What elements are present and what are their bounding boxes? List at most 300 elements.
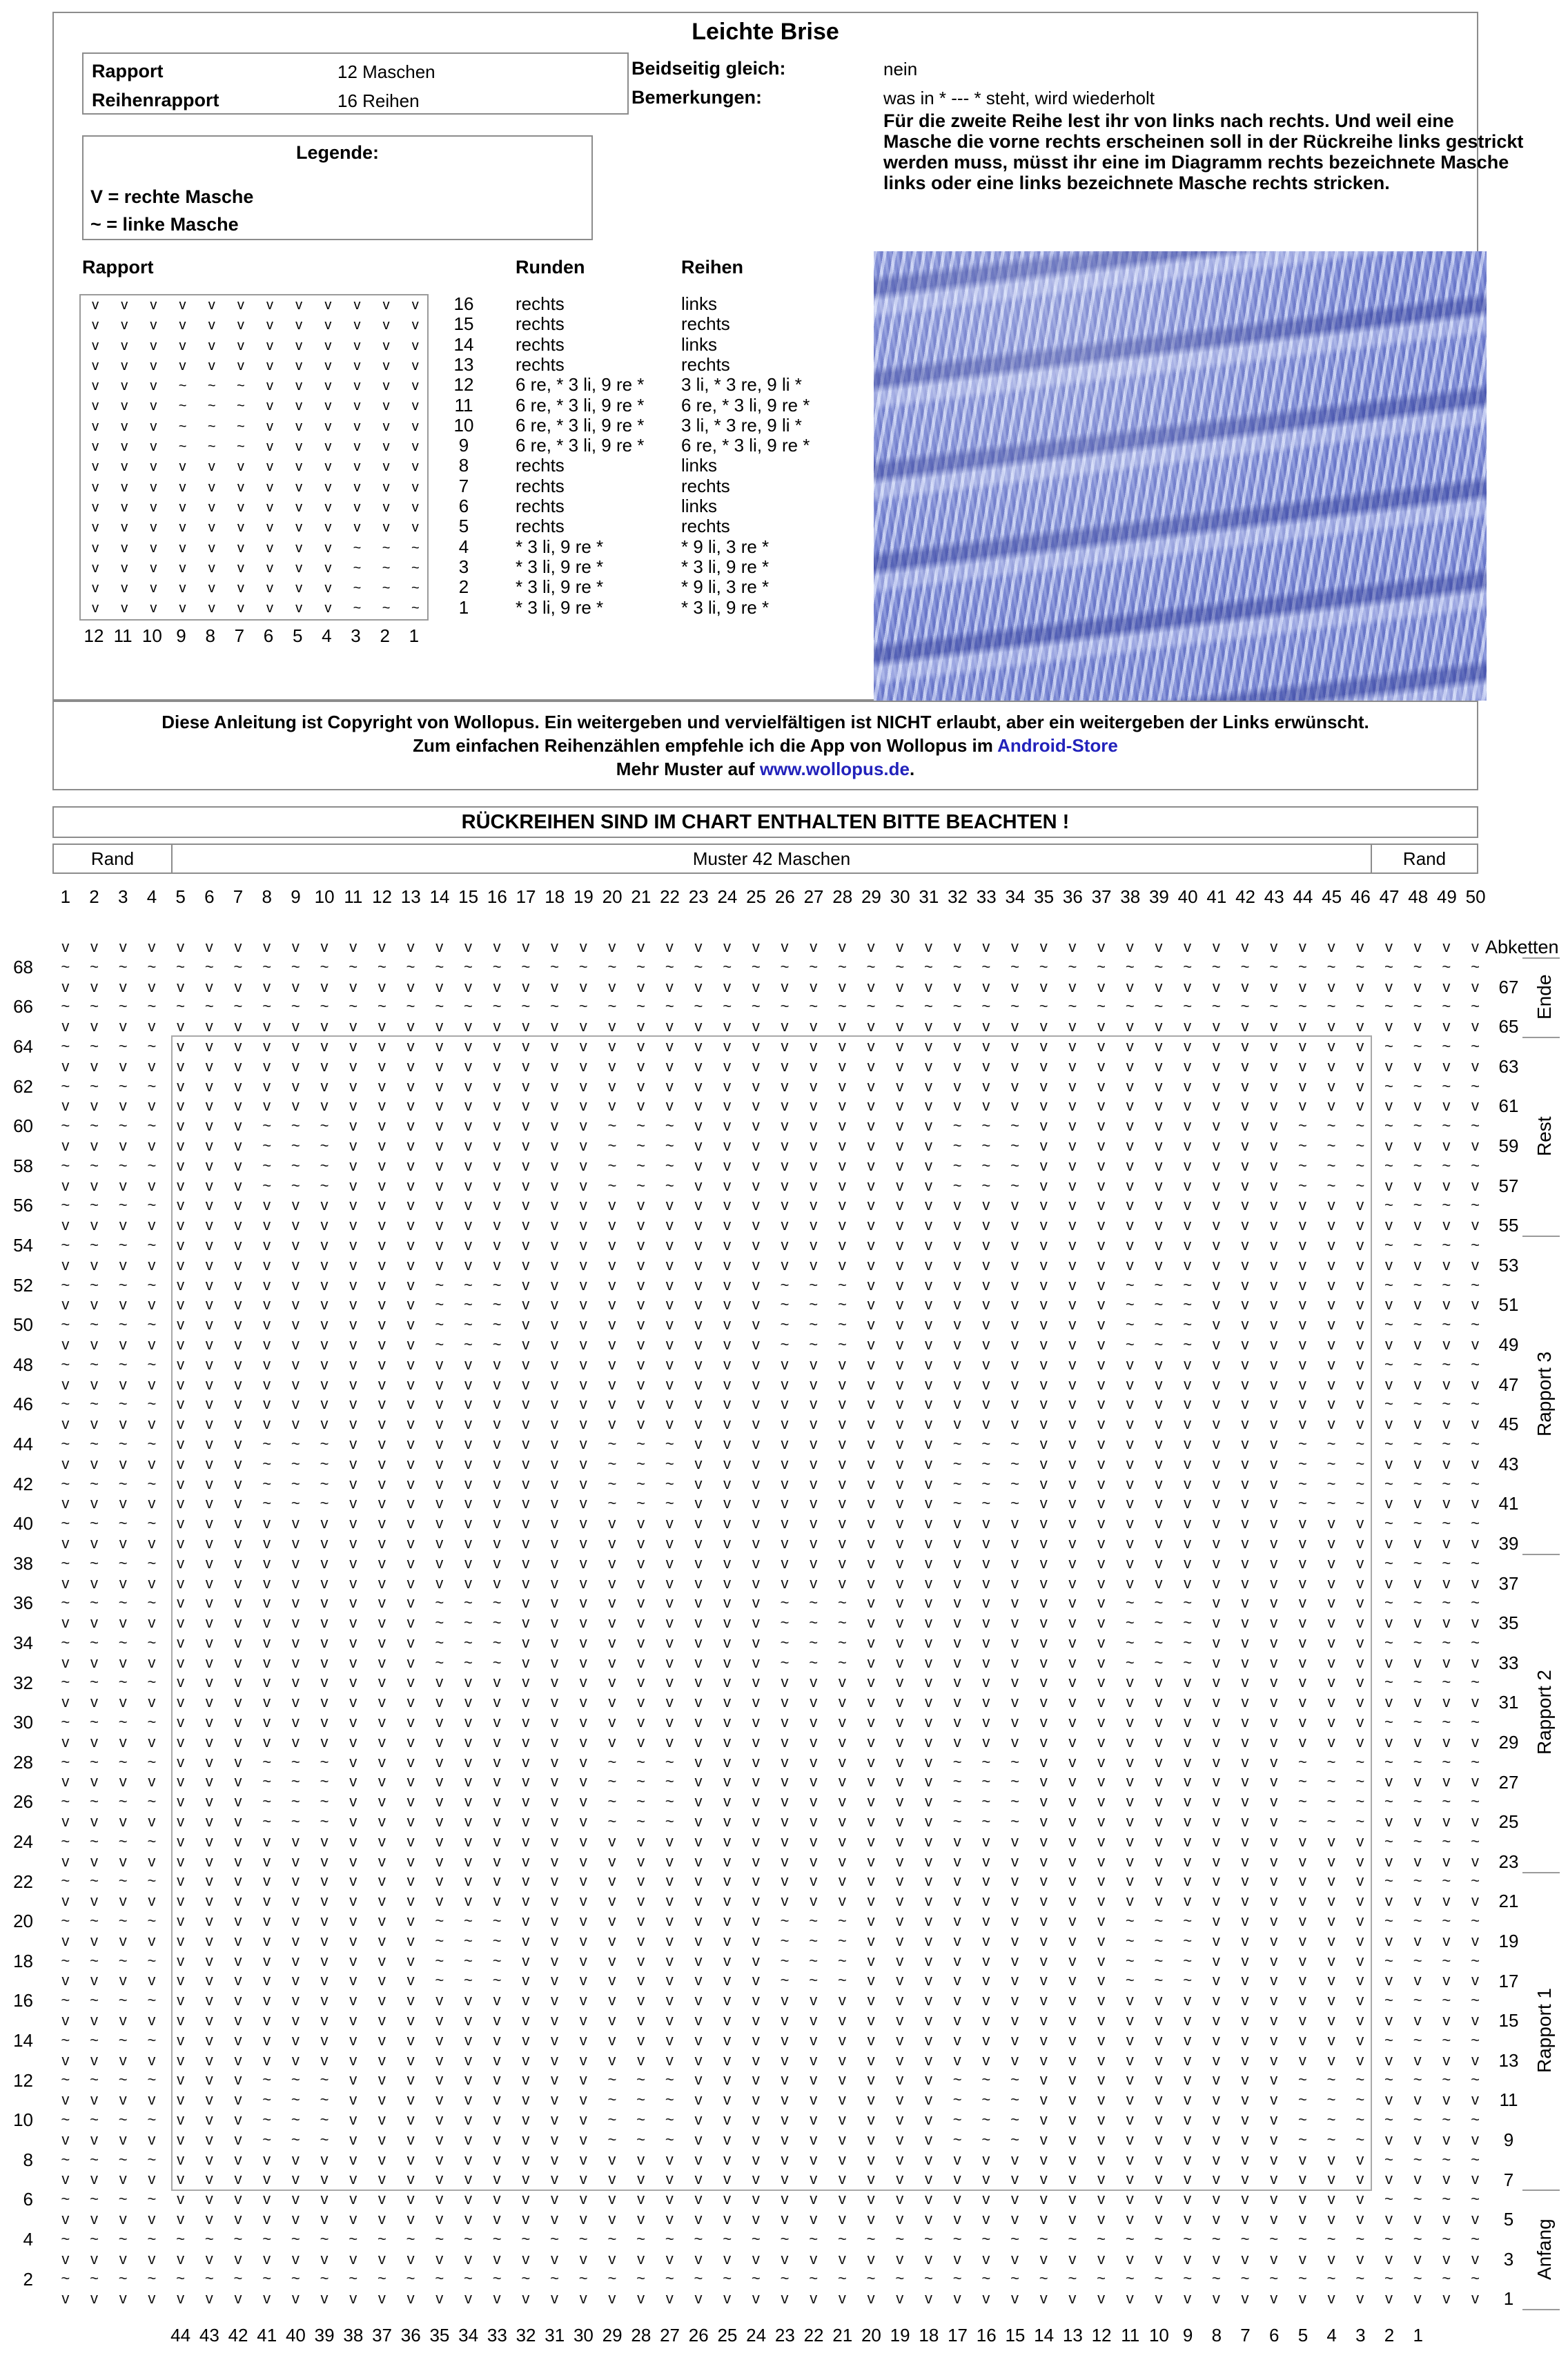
knit-stitch: v xyxy=(1011,1355,1019,1373)
knit-stitch: v xyxy=(263,1614,271,1632)
knit-stitch: v xyxy=(1413,1931,1422,1949)
chart-column-number: 44 xyxy=(1293,886,1313,907)
knit-stitch: v xyxy=(205,2130,213,2148)
knit-stitch: v xyxy=(1184,1494,1192,1512)
purl-stitch: ~ xyxy=(176,957,186,975)
knit-stitch: v xyxy=(1212,2170,1220,2188)
chart-row-number-right: 59 xyxy=(1498,1135,1519,1156)
knit-stitch: v xyxy=(1356,1037,1364,1055)
chart-column-number: 40 xyxy=(1177,886,1198,907)
knit-stitch: v xyxy=(1298,2190,1306,2208)
chart-column-number: 22 xyxy=(660,886,680,907)
chart-column-number: 34 xyxy=(1005,886,1026,907)
knit-stitch: v xyxy=(90,1852,99,1870)
knit-stitch: v xyxy=(295,560,303,576)
knit-stitch: v xyxy=(665,1852,674,1870)
knit-stitch: v xyxy=(1212,1872,1220,1890)
knit-stitch: v xyxy=(291,1912,300,1930)
knit-stitch: v xyxy=(1068,1117,1077,1135)
knit-stitch: v xyxy=(1126,1156,1134,1174)
knit-stitch: v xyxy=(1270,1813,1278,1831)
knit-stitch: v xyxy=(90,2051,99,2069)
small-chart-row xyxy=(81,478,427,498)
purl-stitch: ~ xyxy=(118,1713,128,1731)
knit-stitch: v xyxy=(953,1256,961,1274)
knit-stitch: v xyxy=(406,2190,415,2208)
knit-stitch: v xyxy=(205,1236,213,1254)
purl-stitch: ~ xyxy=(636,997,646,1015)
knit-stitch: v xyxy=(435,2170,444,2188)
knit-stitch: v xyxy=(1184,1117,1192,1135)
copyright-line3 xyxy=(54,757,1477,781)
purl-stitch: ~ xyxy=(1297,1136,1307,1154)
knit-stitch: v xyxy=(579,1574,587,1592)
knit-stitch: v xyxy=(177,1534,185,1552)
chart-row-38 xyxy=(51,1554,1490,1574)
knit-stitch: v xyxy=(208,601,215,616)
knit-stitch: v xyxy=(1384,2290,1393,2308)
knit-stitch: v xyxy=(266,378,274,394)
knit-stitch: v xyxy=(148,1375,156,1393)
knit-stitch: v xyxy=(148,1614,156,1632)
knit-stitch: v xyxy=(752,938,760,955)
knit-stitch: v xyxy=(896,1514,904,1532)
knit-stitch: v xyxy=(810,2250,818,2268)
knit-stitch: v xyxy=(1356,1912,1364,1930)
knit-stitch: v xyxy=(378,1931,386,1949)
knit-stitch: v xyxy=(435,1077,444,1095)
knit-stitch: v xyxy=(90,1892,99,1910)
purl-stitch: ~ xyxy=(780,1316,790,1334)
knit-stitch: v xyxy=(608,1951,616,1969)
wollopus-link[interactable]: www.wollopus.de xyxy=(759,759,910,779)
knit-stitch: v xyxy=(867,1852,875,1870)
knit-stitch: v xyxy=(406,1971,415,1989)
chart-row-number-left: 56 xyxy=(13,1195,33,1216)
knit-stitch: v xyxy=(1097,2190,1106,2208)
knit-stitch: v xyxy=(522,1375,530,1393)
knit-stitch: v xyxy=(378,1574,386,1592)
chart-row-3 xyxy=(51,2250,1490,2270)
purl-stitch: ~ xyxy=(866,997,876,1015)
knit-stitch: v xyxy=(1298,1912,1306,1930)
knit-stitch: v xyxy=(1126,1713,1134,1731)
knit-stitch: v xyxy=(896,2150,904,2168)
knit-stitch: v xyxy=(896,1136,904,1154)
knit-stitch: v xyxy=(177,1693,185,1711)
knit-stitch: v xyxy=(349,1713,357,1731)
knit-stitch: v xyxy=(205,1633,213,1651)
chart-bottom-number: 30 xyxy=(573,2325,594,2346)
purl-stitch: ~ xyxy=(607,2130,617,2148)
knit-stitch: v xyxy=(781,2190,789,2208)
knit-stitch: v xyxy=(1155,1117,1163,1135)
knit-stitch: v xyxy=(781,1355,789,1373)
knit-stitch: v xyxy=(177,1415,185,1433)
knit-stitch: v xyxy=(1126,2111,1134,2129)
purl-stitch: ~ xyxy=(1010,1494,1019,1512)
purl-stitch: ~ xyxy=(291,2270,300,2288)
purl-stitch: ~ xyxy=(90,1872,99,1890)
knit-stitch: v xyxy=(1155,1196,1163,1214)
knit-stitch: v xyxy=(723,1097,732,1115)
knit-stitch: v xyxy=(1068,1375,1077,1393)
knit-stitch: v xyxy=(464,1216,472,1234)
chart-column-number: 19 xyxy=(573,886,594,907)
knit-stitch: v xyxy=(1155,1474,1163,1492)
knit-stitch: v xyxy=(1097,1633,1106,1651)
knit-stitch: v xyxy=(1270,1077,1278,1095)
purl-stitch: ~ xyxy=(1125,957,1135,975)
knit-stitch: v xyxy=(1327,1733,1335,1751)
knit-stitch: v xyxy=(148,1176,156,1194)
knit-stitch: v xyxy=(723,1335,732,1353)
knit-stitch: v xyxy=(1327,1097,1335,1115)
knit-stitch: v xyxy=(148,1693,156,1711)
purl-stitch: ~ xyxy=(320,2230,329,2247)
chart-row-43 xyxy=(51,1454,1490,1474)
knit-stitch: v xyxy=(953,1335,961,1353)
knit-stitch: v xyxy=(579,2210,587,2227)
purl-stitch: ~ xyxy=(61,2230,70,2247)
purl-stitch: ~ xyxy=(118,2111,128,2129)
knit-stitch: v xyxy=(493,1852,501,1870)
chart-row-number-left: 14 xyxy=(13,2030,33,2051)
knit-stitch: v xyxy=(121,439,128,455)
knit-stitch: v xyxy=(810,1434,818,1452)
chart-bottom-number: 31 xyxy=(545,2325,565,2346)
purl-stitch: ~ xyxy=(118,1434,128,1452)
knit-stitch: v xyxy=(1413,1375,1422,1393)
knit-stitch: v xyxy=(752,1494,760,1512)
knit-stitch: v xyxy=(234,2150,242,2168)
android-store-link[interactable]: Android-Store xyxy=(997,735,1118,756)
knit-stitch: v xyxy=(406,1713,415,1731)
chart-row-16 xyxy=(51,1991,1490,2011)
knit-stitch: v xyxy=(349,2111,357,2129)
purl-stitch: ~ xyxy=(607,2230,617,2247)
knit-stitch: v xyxy=(1039,1097,1048,1115)
knit-stitch: v xyxy=(1298,1733,1306,1751)
purl-stitch: ~ xyxy=(607,957,617,975)
purl-stitch: ~ xyxy=(1125,997,1135,1015)
knit-stitch: v xyxy=(177,1454,185,1472)
knit-stitch: v xyxy=(1356,1355,1364,1373)
chart-column-number: 29 xyxy=(861,886,881,907)
knit-stitch: v xyxy=(119,1097,127,1115)
purl-stitch: ~ xyxy=(607,997,617,1015)
knit-stitch: v xyxy=(205,1117,213,1135)
knit-stitch: v xyxy=(838,1256,846,1274)
knit-stitch: v xyxy=(61,977,70,995)
knit-stitch: v xyxy=(237,358,244,373)
knit-stitch: v xyxy=(177,2111,185,2129)
knit-stitch: v xyxy=(1068,2111,1077,2129)
knit-stitch: v xyxy=(266,499,274,515)
knit-stitch: v xyxy=(1011,1614,1019,1632)
knit-stitch: v xyxy=(522,1951,530,1969)
knit-stitch: v xyxy=(1327,2170,1335,2188)
chart-row-number-left: 34 xyxy=(13,1632,33,1653)
knit-stitch: v xyxy=(924,1633,932,1651)
knit-stitch: v xyxy=(205,1216,213,1234)
knit-stitch: v xyxy=(378,1733,386,1751)
purl-stitch: ~ xyxy=(780,1912,790,1930)
purl-stitch: ~ xyxy=(61,1554,70,1572)
purl-stitch: ~ xyxy=(665,2071,674,2089)
knit-stitch: v xyxy=(723,1136,732,1154)
knit-stitch: v xyxy=(694,1395,703,1413)
knit-stitch: v xyxy=(205,1474,213,1492)
knit-stitch: v xyxy=(378,1594,386,1612)
knit-stitch: v xyxy=(464,1077,472,1095)
knit-stitch: v xyxy=(464,2190,472,2208)
knit-stitch: v xyxy=(551,2130,559,2148)
purl-stitch: ~ xyxy=(61,1753,70,1771)
knit-stitch: v xyxy=(177,1753,185,1771)
knit-stitch: v xyxy=(1241,1594,1249,1612)
knit-stitch: v xyxy=(752,1156,760,1174)
knit-stitch: v xyxy=(320,1951,329,1969)
knit-stitch: v xyxy=(694,938,703,955)
purl-stitch: ~ xyxy=(1297,2071,1307,2089)
knit-stitch: v xyxy=(263,1415,271,1433)
purl-stitch: ~ xyxy=(665,997,674,1015)
knit-stitch: v xyxy=(608,2190,616,2208)
purl-stitch: ~ xyxy=(204,957,214,975)
small-chart-runden-text: rechts xyxy=(516,475,565,496)
knit-stitch: v xyxy=(1241,1415,1249,1433)
knit-stitch: v xyxy=(752,2190,760,2208)
knit-stitch: v xyxy=(464,1395,472,1413)
small-chart-bottom-number: 10 xyxy=(141,625,162,646)
knit-stitch: v xyxy=(1068,2091,1077,2109)
purl-stitch: ~ xyxy=(723,997,732,1015)
purl-stitch: ~ xyxy=(550,2270,559,2288)
knit-stitch: v xyxy=(1298,1216,1306,1234)
knit-stitch: v xyxy=(1155,2290,1163,2308)
knit-stitch: v xyxy=(435,938,444,955)
knit-stitch: v xyxy=(378,1395,386,1413)
knit-stitch: v xyxy=(411,318,419,333)
purl-stitch: ~ xyxy=(809,1296,819,1314)
knit-stitch: v xyxy=(810,1872,818,1890)
knit-stitch: v xyxy=(1155,977,1163,995)
knit-stitch: v xyxy=(608,2051,616,2069)
knit-stitch: v xyxy=(522,1912,530,1930)
purl-stitch: ~ xyxy=(1297,1474,1307,1492)
knit-stitch: v xyxy=(1155,2071,1163,2089)
knit-stitch: v xyxy=(1270,1057,1278,1075)
knit-stitch: v xyxy=(237,520,244,536)
chart-column-number: 45 xyxy=(1322,886,1342,907)
chart-row-63 xyxy=(51,1057,1490,1077)
knit-stitch: v xyxy=(148,1773,156,1791)
chart-row-62 xyxy=(51,1077,1490,1097)
knit-stitch: v xyxy=(1241,1335,1249,1353)
purl-stitch: ~ xyxy=(1413,1951,1422,1969)
knit-stitch: v xyxy=(177,1434,185,1452)
knit-stitch: v xyxy=(551,1077,559,1095)
knit-stitch: v xyxy=(92,520,99,536)
purl-stitch: ~ xyxy=(1326,1136,1336,1154)
purl-stitch: ~ xyxy=(521,2230,531,2247)
knit-stitch: v xyxy=(493,2011,501,2029)
knit-stitch: v xyxy=(608,1256,616,1274)
knit-stitch: v xyxy=(1097,1693,1106,1711)
knit-stitch: v xyxy=(1097,1276,1106,1294)
knit-stitch: v xyxy=(637,1892,645,1910)
purl-stitch: ~ xyxy=(1183,1653,1193,1671)
knit-stitch: v xyxy=(665,1951,674,1969)
purl-stitch: ~ xyxy=(1154,1316,1164,1334)
knit-stitch: v xyxy=(349,2071,357,2089)
chart-bottom-number: 19 xyxy=(890,2325,910,2346)
chart-row-number-left: 32 xyxy=(13,1672,33,1693)
knit-stitch: v xyxy=(349,1256,357,1274)
knit-stitch: v xyxy=(411,338,419,353)
purl-stitch: ~ xyxy=(262,1434,272,1452)
knit-stitch: v xyxy=(1413,1057,1422,1075)
knit-stitch: v xyxy=(1471,1693,1480,1711)
purl-stitch: ~ xyxy=(1183,1614,1193,1632)
knit-stitch: v xyxy=(493,1534,501,1552)
purl-stitch: ~ xyxy=(178,418,187,434)
purl-stitch: ~ xyxy=(61,1037,70,1055)
knit-stitch: v xyxy=(694,1454,703,1472)
knit-stitch: v xyxy=(177,1514,185,1532)
knit-stitch: v xyxy=(205,1136,213,1154)
knit-stitch: v xyxy=(637,1534,645,1552)
chart-bottom-number: 10 xyxy=(1148,2325,1169,2346)
knit-stitch: v xyxy=(982,1614,990,1632)
knit-stitch: v xyxy=(493,1454,501,1472)
purl-stitch: ~ xyxy=(1442,1037,1451,1055)
knit-stitch: v xyxy=(411,459,419,475)
knit-stitch: v xyxy=(1155,1733,1163,1751)
purl-stitch: ~ xyxy=(492,1614,502,1632)
knit-stitch: v xyxy=(1212,1713,1220,1731)
knit-stitch: v xyxy=(1097,1216,1106,1234)
chart-column-number: 28 xyxy=(832,886,853,907)
knit-stitch: v xyxy=(435,1017,444,1035)
purl-stitch: ~ xyxy=(262,1156,272,1174)
knit-stitch: v xyxy=(781,2290,789,2308)
knit-stitch: v xyxy=(378,1951,386,1969)
chart-bottom-number: 37 xyxy=(372,2325,392,2346)
knit-stitch: v xyxy=(435,2011,444,2029)
knit-stitch: v xyxy=(752,1574,760,1592)
knit-stitch: v xyxy=(579,1633,587,1651)
knit-stitch: v xyxy=(1327,1355,1335,1373)
knit-stitch: v xyxy=(1068,1971,1077,1989)
purl-stitch: ~ xyxy=(1413,1991,1422,2009)
chart-bottom-number: 7 xyxy=(1240,2325,1251,2346)
knit-stitch: v xyxy=(234,1355,242,1373)
purl-stitch: ~ xyxy=(550,997,559,1015)
knit-stitch: v xyxy=(92,358,99,373)
knit-stitch: v xyxy=(1184,1872,1192,1890)
knit-stitch: v xyxy=(435,2111,444,2129)
purl-stitch: ~ xyxy=(636,1176,646,1194)
purl-stitch: ~ xyxy=(809,1614,819,1632)
knit-stitch: v xyxy=(1068,1156,1077,1174)
knit-stitch: v xyxy=(1126,2250,1134,2268)
chart-row-number-right: 67 xyxy=(1498,976,1519,997)
knit-stitch: v xyxy=(551,1395,559,1413)
small-chart-reihen-text: * 3 li, 9 re * xyxy=(681,596,770,618)
knit-stitch: v xyxy=(90,1813,99,1831)
knit-stitch: v xyxy=(1097,938,1106,955)
purl-stitch: ~ xyxy=(1010,2230,1019,2247)
knit-stitch: v xyxy=(1384,1216,1393,1234)
knit-stitch: v xyxy=(291,1733,300,1751)
purl-stitch: ~ xyxy=(1039,2230,1048,2247)
knit-stitch: v xyxy=(637,1236,645,1254)
knit-stitch: v xyxy=(896,1077,904,1095)
knit-stitch: v xyxy=(406,1673,415,1691)
chart-row-number-right: 39 xyxy=(1498,1533,1519,1554)
purl-stitch: ~ xyxy=(578,2230,588,2247)
purl-stitch: ~ xyxy=(90,2150,99,2168)
knit-stitch: v xyxy=(406,1316,415,1334)
knit-stitch: v xyxy=(291,1653,300,1671)
chart-row-25 xyxy=(51,1812,1490,1832)
purl-stitch: ~ xyxy=(1010,957,1019,975)
legend-item-knit: V = rechte Masche xyxy=(90,186,254,207)
knit-stitch: v xyxy=(1327,1216,1335,1234)
knit-stitch: v xyxy=(1356,1614,1364,1632)
knit-stitch: v xyxy=(1068,1872,1077,1890)
knit-stitch: v xyxy=(291,1196,300,1214)
knit-stitch: v xyxy=(723,2250,732,2268)
knit-stitch: v xyxy=(406,1951,415,1969)
knit-stitch: v xyxy=(1270,1236,1278,1254)
knit-stitch: v xyxy=(867,2250,875,2268)
knit-stitch: v xyxy=(694,1057,703,1075)
knit-stitch: v xyxy=(1155,1514,1163,1532)
knit-stitch: v xyxy=(1068,1474,1077,1492)
knit-stitch: v xyxy=(1471,1216,1480,1234)
knit-stitch: v xyxy=(208,338,215,353)
knit-stitch: v xyxy=(551,2091,559,2109)
knit-stitch: v xyxy=(694,1793,703,1811)
knit-stitch: v xyxy=(435,1832,444,1850)
knit-stitch: v xyxy=(1212,1991,1220,2009)
chart-row-26 xyxy=(51,1792,1490,1812)
knit-stitch: v xyxy=(1270,2091,1278,2109)
purl-stitch: ~ xyxy=(1384,1633,1393,1651)
knit-stitch: v xyxy=(694,1514,703,1532)
small-chart-bottom-number: 1 xyxy=(409,625,420,646)
purl-stitch: ~ xyxy=(118,1554,128,1572)
purl-stitch: ~ xyxy=(607,1156,617,1174)
purl-stitch: ~ xyxy=(607,1454,617,1472)
knit-stitch: v xyxy=(1327,1574,1335,1592)
knit-stitch: v xyxy=(1212,1494,1220,1512)
knit-stitch: v xyxy=(1126,2031,1134,2049)
purl-stitch: ~ xyxy=(1384,1474,1393,1492)
knit-stitch: v xyxy=(867,2071,875,2089)
knit-stitch: v xyxy=(205,1335,213,1353)
purl-stitch: ~ xyxy=(147,997,157,1015)
purl-stitch: ~ xyxy=(464,1971,473,1989)
knit-stitch: v xyxy=(810,1713,818,1731)
knit-stitch: v xyxy=(522,1892,530,1910)
knit-stitch: v xyxy=(119,1892,127,1910)
knit-stitch: v xyxy=(982,1872,990,1890)
knit-stitch: v xyxy=(205,1454,213,1472)
